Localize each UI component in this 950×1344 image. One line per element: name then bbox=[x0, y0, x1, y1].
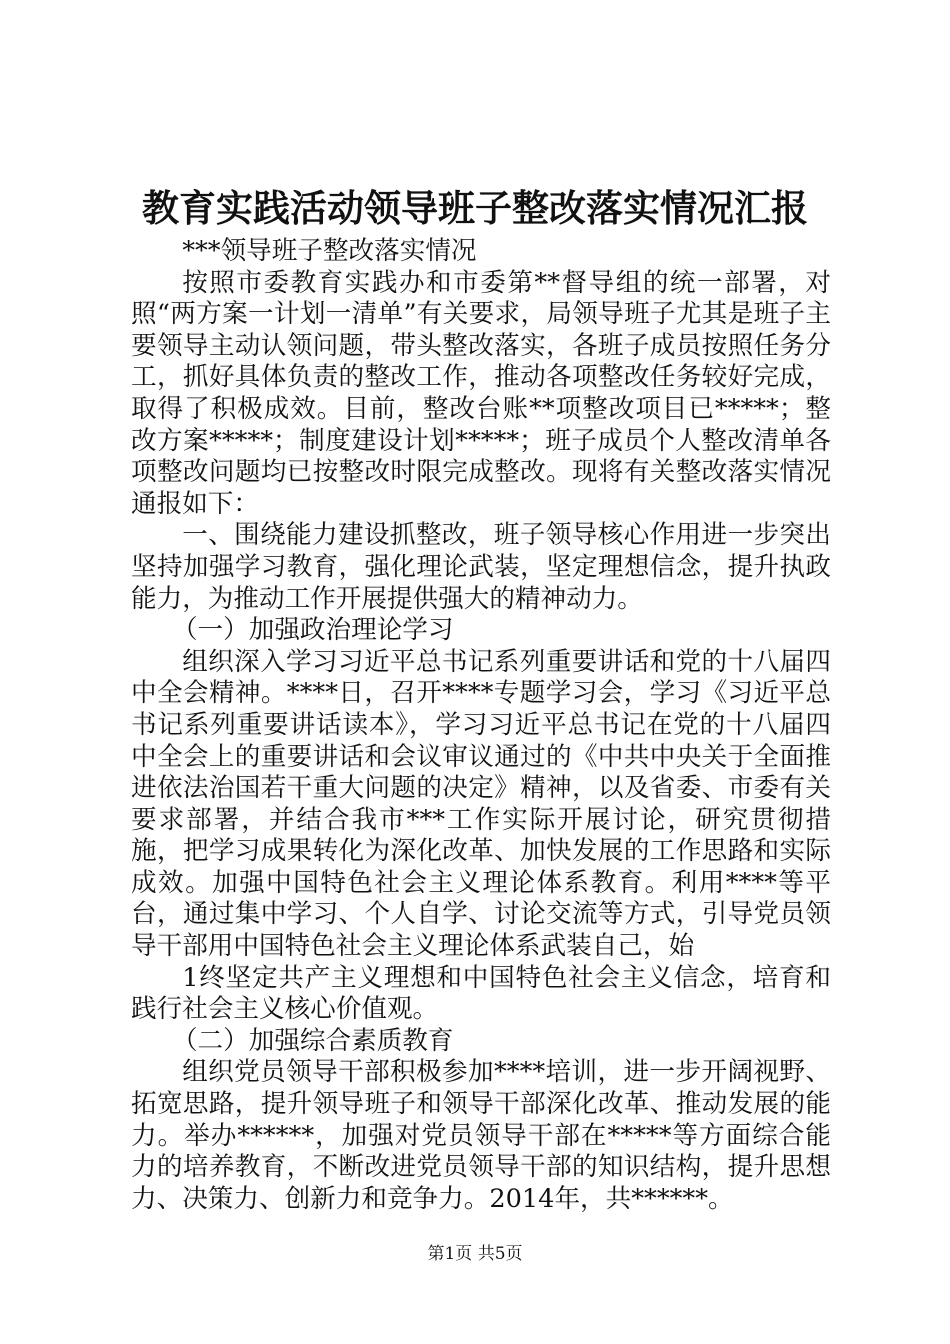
page-number-footer: 第1页 共5页 bbox=[427, 1244, 523, 1264]
document-subtitle: ***领导班子整改落实情况 bbox=[182, 236, 477, 266]
paragraph-quality-education: 组织党员领导干部积极参加****培训，进一步开阔视野、拓宽思路，提升领导班子和领导干部深化改革、推动发展的能力。举办******，加强对党员领导干部在*****等方面综合能力的培养教育，不断改进党员领导干部的知识结构，提升思想力、决策力、创新力和竞争力。2014年，共******。 bbox=[131, 1057, 831, 1214]
paragraph-political-study: 组织深入学习习近平总书记系列重要讲话和党的十八届四中全会精神。****日，召开****专题学习会，学习《习近平总书记系列重要讲话读本》，学习习近平总书记在党的十八届四中全会上的重要讲话和会议审议通过的《中共中央关于全面推进依法治国若干重大问题的决定》精神，以及省委、市委有关要求部署，并结合我市***工作实际开展讨论，研究贯彻措施，把学习成果转化为深化改革、加快发展的工作思路和实际成效。加强中国特色社会主义理论体系教育。利用****等平台，通过集中学习、个人自学、讨论交流等方式，引导党员领导干部用中国特色社会主义理论体系武装自己，始 bbox=[131, 646, 831, 962]
document-title: 教育实践活动领导班子整改落实情况汇报 bbox=[142, 186, 808, 230]
document-body bbox=[131, 236, 831, 1215]
paragraph-intro: 按照市委教育实践办和市委第**督导组的统一部署，对照“两方案一计划一清单”有关要求，局领导班子尤其是班子主要领导主动认领问题，带头整改落实，各班子成员按照任务分工，抓好具体负责的整改工作，推动各项整改任务较好完成，取得了积极成效。目前，整改台账**项整改项目已*****；整改方案*****；制度建设计划*****；班子成员个人整改清单各项整改问题均已按整改时限完成整改。现将有关整改落实情况通报如下： bbox=[131, 267, 831, 519]
section-heading-1: 一、围绕能力建设抓整改，班子领导核心作用进一步突出坚持加强学习教育，强化理论武装，坚定理想信念，提升执政能力，为推动工作开展提供强大的精神动力。 bbox=[131, 520, 831, 614]
subsection-heading-1: （一）加强政治理论学习 bbox=[171, 615, 454, 646]
subsection-heading-2: （二）加强综合素质教育 bbox=[171, 1025, 454, 1056]
paragraph-continuation: 1终坚定共产主义理想和中国特色社会主义信念，培育和践行社会主义核心价值观。 bbox=[131, 962, 831, 1025]
